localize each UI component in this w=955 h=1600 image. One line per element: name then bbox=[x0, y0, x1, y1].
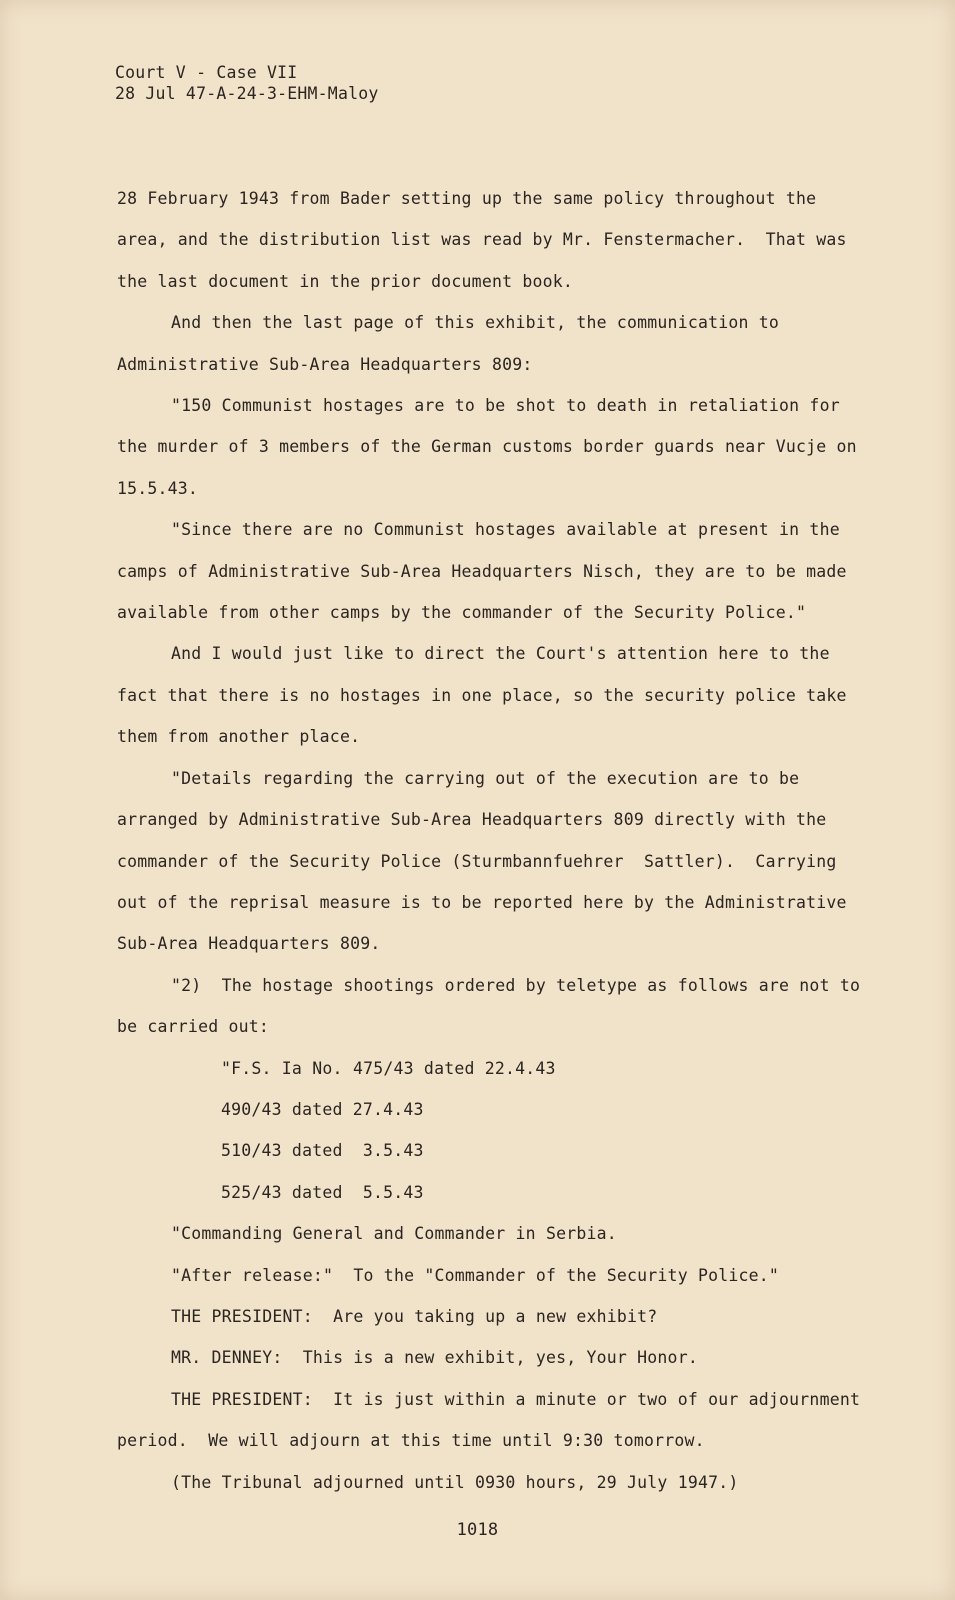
teletype-list-item: 510/43 dated 3.5.43 bbox=[221, 1141, 424, 1161]
paragraph-president-question: THE PRESIDENT: Are you taking up a new exhibit? bbox=[171, 1306, 658, 1326]
teletype-list-item bbox=[221, 1048, 877, 1089]
paragraph-shootings-not-carried-out: "2) The hostage shootings ordered by teletype as follows are not to be carried out: bbox=[117, 975, 871, 1037]
teletype-entry: 475/43 dated 22.4.43 bbox=[353, 1058, 556, 1078]
paragraph-continuation: 28 February 1943 from Bader setting up the same policy throughout the area, and the distribution list was read by Mr. Fenstermacher. That was the last document in the prior document book. bbox=[117, 189, 857, 291]
paragraph-court-attention: And I would just like to direct the Court's attention here to the fact that there is no hostages in one place, so the security police take them from another place. bbox=[117, 644, 857, 747]
transcript-body bbox=[117, 178, 877, 1503]
teletype-list-item: 525/43 dated 5.5.43 bbox=[221, 1182, 424, 1202]
paragraph-commanding-general: "Commanding General and Commander in Serbia. bbox=[171, 1224, 617, 1244]
paragraph-tribunal-adjourned: (The Tribunal adjourned until 0930 hours, 29 July 1947.) bbox=[171, 1472, 739, 1492]
paragraph-execution-details: "Details regarding the carrying out of the execution are to be arranged by Administrative Sub-Area Headquarters 809 directly with the commander of the Security Police (Sturmbannfuehrer Sattler). Carrying out of the reprisal measure is to be reported here by the Administrative Sub-Area Headquarters 809. bbox=[117, 768, 857, 954]
paragraph-no-hostages-available: "Since there are no Communist hostages available at present in the camps of Administrative Sub-Area Headquarters Nisch, they are to be made available from other camps by the commander of the Security Police." bbox=[117, 520, 857, 623]
paragraph-president-adjourn: THE PRESIDENT: It is just within a minute or two of our adjournment period. We will adjourn at this time until 9:30 tomorrow. bbox=[117, 1389, 871, 1451]
teletype-prefix: "F.S. Ia No. bbox=[221, 1058, 343, 1078]
paragraph-after-release: "After release:" To the "Commander of the Security Police." bbox=[171, 1265, 780, 1285]
paragraph-hostages-order: "150 Communist hostages are to be shot to death in retaliation for the murder of 3 members of the German customs border guards near Vucje on 15.5.43. bbox=[117, 396, 867, 498]
teletype-list bbox=[221, 1048, 877, 1214]
paragraph-last-page-intro: And then the last page of this exhibit, the communication to Administrative Sub-Area Headquarters 809: bbox=[117, 313, 790, 374]
page-number: 1018 bbox=[456, 1520, 499, 1540]
page-header bbox=[115, 62, 378, 104]
header-court-case: Court V - Case VII bbox=[115, 63, 298, 82]
paragraph-denney-answer: MR. DENNEY: This is a new exhibit, yes, Your Honor. bbox=[171, 1348, 698, 1368]
teletype-list-item: 490/43 dated 27.4.43 bbox=[221, 1099, 424, 1119]
header-reference: 28 Jul 47-A-24-3-EHM-Maloy bbox=[115, 84, 379, 103]
